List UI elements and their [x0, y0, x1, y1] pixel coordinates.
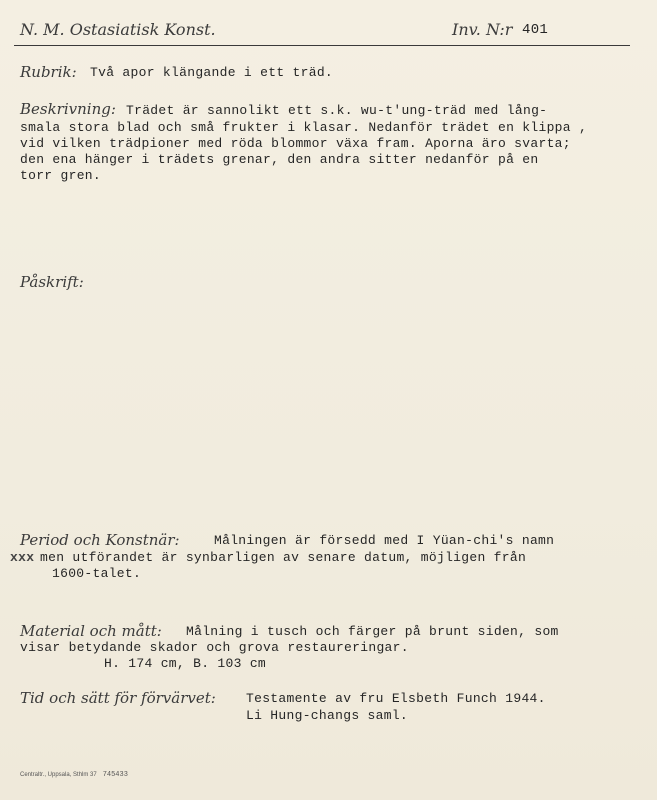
paskrift-label: Påskrift: [20, 273, 84, 291]
form-number: 745433 [102, 771, 128, 779]
inventory-number: 401 [522, 22, 549, 38]
material-line: visar betydande skador och grova restaureringar. [20, 640, 409, 655]
header-rule [14, 45, 630, 46]
rubrik-label: Rubrik: [20, 63, 77, 81]
period-label: Period och Konstnär: [20, 531, 180, 549]
beskrivning-line: vid vilken trädpioner med röda blommor växa fram. Aporna äro svarta; [20, 136, 571, 151]
beskrivning-line: torr gren. [20, 168, 102, 183]
period-line: men utförandet är synbarligen av senare datum, möjligen från [40, 550, 527, 565]
period-strikeout: xxx [10, 550, 35, 565]
period-line: 1600-talet. [52, 566, 142, 581]
material-line: Målning i tusch och färger på brunt siden, som [186, 624, 559, 639]
printer-imprint [20, 771, 128, 779]
material-dimensions: H. 174 cm, B. 103 cm [104, 656, 267, 671]
beskrivning-line: smala stora blad och små frukter i klasar. Nedanför trädet en klippa , [20, 120, 588, 135]
beskrivning-line: Trädet är sannolikt ett s.k. wu-t'ung-träd med lång- [126, 103, 548, 118]
beskrivning-line: den ena hänger i trädets grenar, den andra sitter nedanför på en [20, 152, 539, 167]
museum-name: N. M. Ostasiatisk Konst. [20, 20, 216, 39]
rubrik-value: Två apor klängande i ett träd. [90, 65, 334, 80]
material-label: Material och mått: [20, 622, 162, 640]
beskrivning-label: Beskrivning: [20, 100, 116, 118]
tid-line: Li Hung-changs saml. [246, 708, 409, 723]
tid-line: Testamente av fru Elsbeth Funch 1944. [246, 691, 546, 706]
printer-name: Centraltr., Uppsala, Sthlm 37 [20, 772, 97, 778]
tid-label: Tid och sätt för förvärvet: [20, 689, 216, 707]
period-line: Målningen är försedd med I Yüan-chi's namn [214, 533, 555, 548]
inventory-label: Inv. N:r [452, 20, 513, 39]
